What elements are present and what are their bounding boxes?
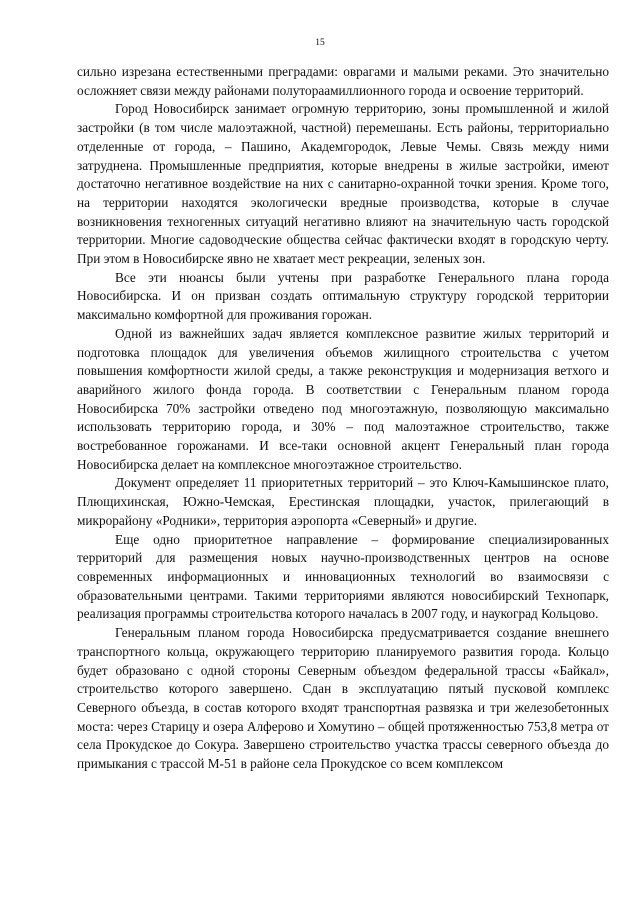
paragraph: Город Новосибирск занимает огромную территорию, зоны промышленной и жилой застройки (в том числе малоэтажной, частной) перемешаны. Есть районы, территориально отделенные от города, – Пашино, Академгородок, Левые Чемы. Связь между ними затруднена. Промышленные предприятия, которые внедрены в жилые застройки, имеют достаточно негативное воздействие на них с санитарно-охранной точки зрения. Кроме того, на территории находятся экологически вредные производства, которые в случае возникновения техногенных ситуаций негативно влияют на значительную часть городской территории. Многие садоводческие общества сейчас фактически входят в городскую черту. При этом в Новосибирске явно не хватает мест рекреации, зеленых зон. <box>77 101 609 267</box>
paragraph: Документ определяет 11 приоритетных территорий – это Ключ-Камышинское плато, Плющихинская, Южно-Чемская, Ерестинская площадки, участок, прилегающий в микрорайону «Родники», территория аэропорта «Северный» и другие. <box>77 475 609 528</box>
paragraph-continuation: сильно изрезана естественными преградами: оврагами и малыми реками. Это значительно осложняет связи между районами полутораамиллионного города и освоение территорий. <box>77 64 609 98</box>
body-text <box>77 63 609 774</box>
page-number: 15 <box>315 38 325 48</box>
paragraph: Генеральным планом города Новосибирска предусматривается создание внешнего транспортного кольца, окружающего территорию планируемого развития города. Кольцо будет образовано с одной стороны Северным объездом федеральной трассы «Байкал», строительство которого завершено. Сдан в эксплуатацию пятый пусковой комплекс Северного объезда, в состав которого входят транспортная развязка и три железобетонных моста: через Старицу и озера Алферово и Хомутино – общей протяженностью 753,8 метра от села Прокудское до Сокура. Завершено строительство участка трассы северного объезда до примыкания с трассой М-51 в районе села Прокудское со всем комплексом <box>77 625 609 772</box>
paragraph: Еще одно приоритетное направление – формирование специализированных территорий для размещения новых научно-производственных центров на основе современных информационных и инновационных технологий во взаимосвязи с образовательными центрами. Такими территориями являются новосибирский Технопарк, реализация программы строительства которого началась в 2007 году, и наукоград Кольцово. <box>77 531 609 622</box>
paragraph: Все эти нюансы были учтены при разработке Генерального плана города Новосибирска. И он призван создать оптимальную структуру городской территории максимально комфортной для проживания горожан. <box>77 269 609 323</box>
paragraph: Одной из важнейших задач является комплексное развитие жилых территорий и подготовка площадок для увеличения объемов жилищного строительства с учетом повышения комфортности жилой среды, а также реконструкция и модернизация ветхого и аварийного жилого фонда города. В соответствии с Генеральным планом города Новосибирска 70% застройки отведено под многоэтажную, позволяющую максимально использовать территорию города, и 30% – под малоэтажное строительство, также востребованное горожанами. И все-таки основной акцент Генеральный план города Новосибирска делает на комплексное многоэтажное строительство. <box>77 325 609 472</box>
